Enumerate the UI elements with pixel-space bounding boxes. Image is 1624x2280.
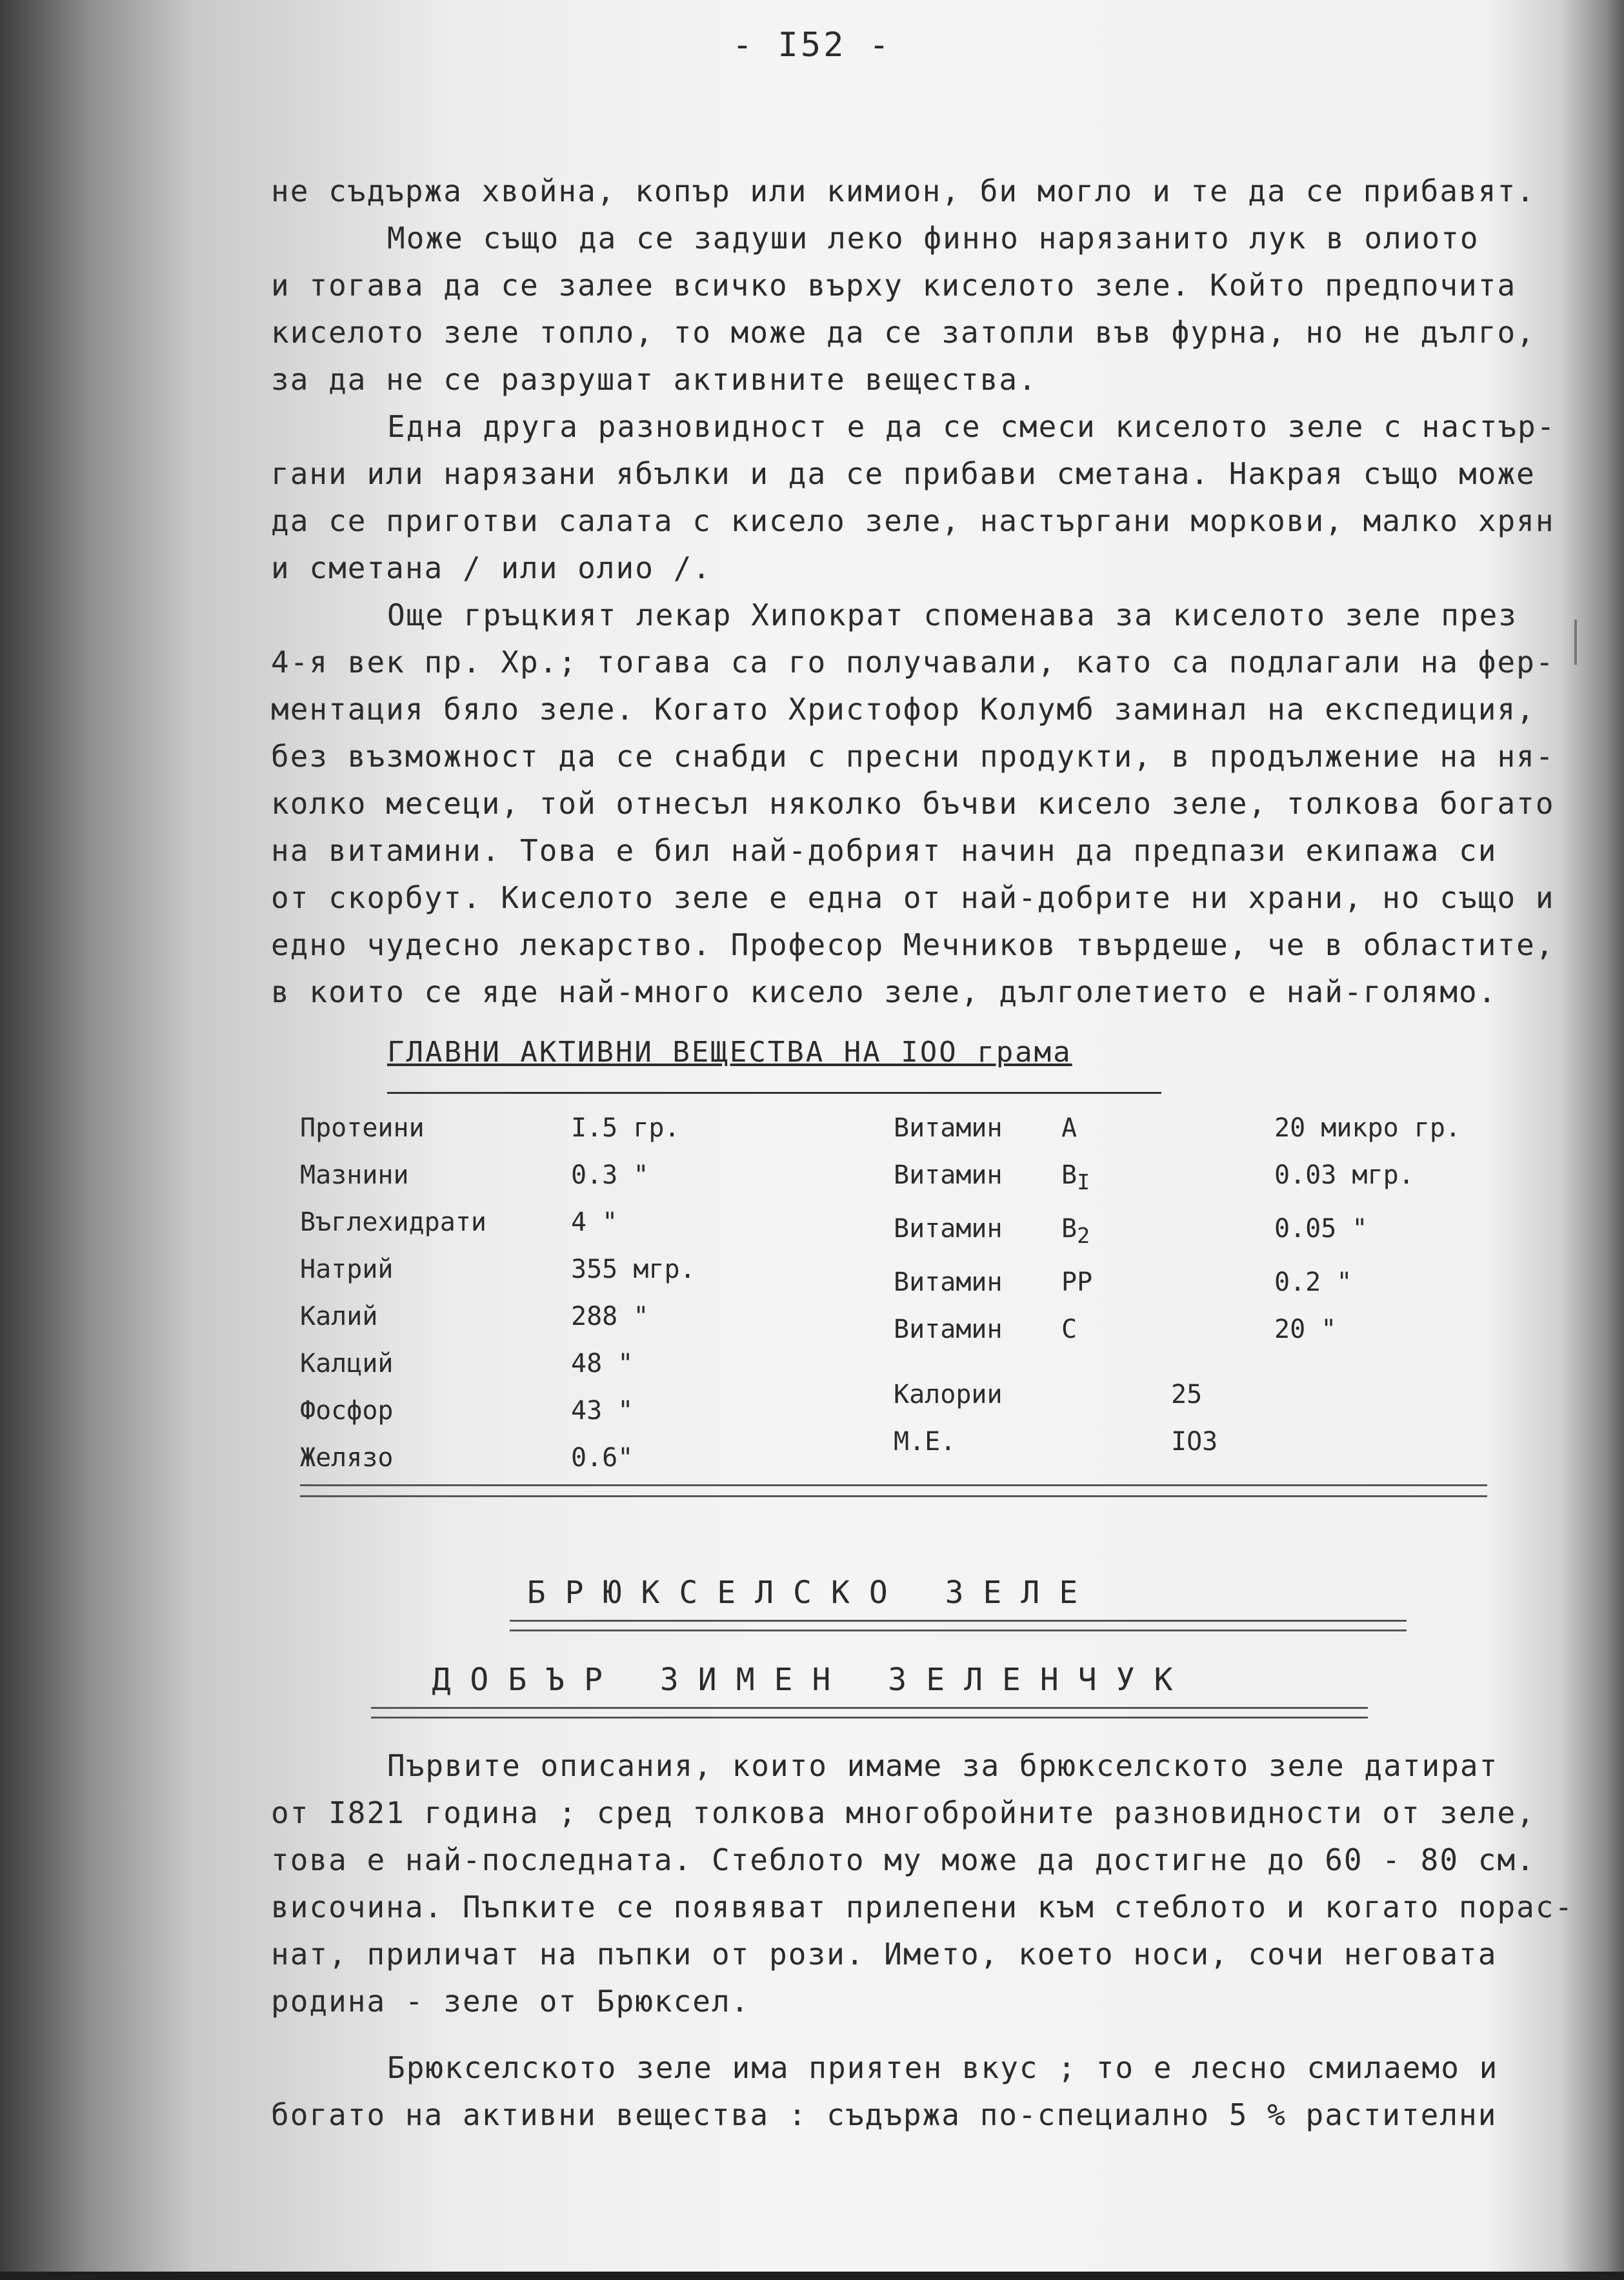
facing-page-bleed <box>0 129 194 2194</box>
vitamin-name: Витамин <box>894 1160 1003 1190</box>
energy-value: IO3 <box>1171 1427 1218 1457</box>
table-row <box>894 1152 1597 1206</box>
text-line: ментация бяло зеле. Когато Христофор Колумб заминал на експедиция, <box>271 692 1536 727</box>
table-row <box>894 1105 1597 1152</box>
text-line: Брюкселското зеле има приятен вкус ; то е лесно смилаемо и <box>387 2050 1499 2085</box>
text-line: да се приготви салата с кисело зеле, настъргани моркови, малко хрян <box>271 503 1555 538</box>
energy-table <box>894 1371 1300 1466</box>
nutrient-value: 355 мгр. <box>571 1255 696 1284</box>
vitamin-letter-main: B <box>1061 1214 1078 1244</box>
margin-mark <box>1574 620 1577 665</box>
vitamin-letter: C <box>1061 1315 1078 1344</box>
vitamin-letter <box>1061 1152 1178 1206</box>
table-row <box>894 1418 1300 1466</box>
section-subtitle-rule <box>371 1707 1368 1719</box>
table-row <box>894 1259 1597 1306</box>
text-line: без възможност да се снабди с пресни продукти, в продължение на ня- <box>271 739 1555 774</box>
text-line: от I821 година ; сред толкова многобройните разновидности от зеле, <box>271 1795 1536 1830</box>
vitamin-name: Витамин <box>894 1315 1003 1344</box>
vitamin-subscript: 2 <box>1077 1223 1090 1248</box>
section-title: БРЮКСЕЛСКО ЗЕЛЕ <box>526 1575 1098 1611</box>
vitamin-value: 20 " <box>1274 1315 1337 1344</box>
vitamin-value: 0.03 мгр. <box>1274 1160 1414 1190</box>
vitamin-value: 0.05 " <box>1274 1214 1368 1244</box>
table-row <box>300 1435 765 1482</box>
table-title-rule <box>387 1092 1161 1094</box>
text-line: не съдържа хвойна, копър или кимион, би могло и те да се прибавят. <box>271 174 1536 208</box>
nutrient-value: 0.3 " <box>571 1160 649 1190</box>
nutrient-value: 4 " <box>571 1207 618 1237</box>
table-row <box>894 1206 1597 1259</box>
text-line: от скорбут. Киселото зеле е една от най-добрите ни храни, но също и <box>271 880 1555 915</box>
nutrient-value: 288 " <box>571 1302 649 1331</box>
vitamin-letter-main: B <box>1061 1160 1078 1190</box>
text-line: богато на активни вещества : съдържа по-специално 5 % растителни <box>271 2097 1498 2132</box>
nutrient-name: Въглехидрати <box>300 1207 486 1237</box>
text-line: Още гръцкият лекар Хипократ споменава за киселото зеле през <box>387 598 1518 632</box>
text-line: гани или нарязани ябълки и да се прибави сметана. Накрая също може <box>271 456 1536 491</box>
nutrient-name: Фосфор <box>300 1396 394 1426</box>
nutrient-name: Калий <box>300 1302 378 1331</box>
table-row <box>300 1199 765 1246</box>
table-row <box>300 1152 765 1199</box>
text-line: киселото зеле топло, то може да се затопли във фурна, но не дълго, <box>271 315 1536 350</box>
vitamin-letter: A <box>1061 1113 1078 1143</box>
nutrients-table <box>300 1105 765 1482</box>
nutrient-name: Мазнини <box>300 1160 409 1190</box>
text-line: височина. Пъпките се появяват прилепени към стеблото и когато порас- <box>271 1890 1574 1924</box>
nutrient-name: Калций <box>300 1349 394 1378</box>
table-title: ГЛАВНИ АКТИВНИ ВЕЩЕСТВА НА IOO грама <box>387 1036 1072 1069</box>
table-row <box>300 1246 765 1293</box>
text-line: едно чудесно лекарство. Професор Мечников твърдеше, че в областите, <box>271 927 1555 962</box>
section-subtitle: ДОБЪР ЗИМЕН ЗЕЛЕНЧУК <box>432 1662 1192 1698</box>
text-line: 4-я век пр. Хр.; тогава са го получавали, като са подлагали на фер- <box>271 645 1555 680</box>
vitamin-value: 20 микро гр. <box>1274 1113 1461 1143</box>
vitamin-letter: PP <box>1061 1267 1093 1297</box>
table-row <box>300 1340 765 1387</box>
table-row <box>300 1387 765 1435</box>
table-row <box>894 1371 1300 1418</box>
text-line: Може също да се задуши леко финно нарязанито лук в олиото <box>387 221 1479 256</box>
text-line: това е най-последната. Стеблото му може да достигне до 60 - 80 см. <box>271 1842 1536 1877</box>
scan-bottom-edge <box>0 2272 1624 2280</box>
nutrient-name: Желязо <box>300 1443 394 1473</box>
text-line: Една друга разновидност е да се смеси киселото зеле с настър- <box>387 409 1556 444</box>
nutrient-name: Натрий <box>300 1255 394 1284</box>
body-text-top <box>271 168 1556 1016</box>
double-rule-divider <box>300 1484 1487 1497</box>
table-row <box>894 1306 1597 1353</box>
nutrient-value: 48 " <box>571 1349 634 1378</box>
nutrient-value: 43 " <box>571 1396 634 1426</box>
text-line: и тогава да се залее всичко върху киселото зеле. Който предпочита <box>271 268 1517 303</box>
text-line: Първите описания, които имаме за брюкселското зеле датират <box>387 1748 1499 1783</box>
text-line: на витамини. Това е бил най-добрият начин да предпази екипажа си <box>271 833 1498 868</box>
table-row <box>300 1105 765 1152</box>
table-row <box>300 1293 765 1340</box>
nutrient-value: I.5 гр. <box>571 1113 680 1143</box>
energy-name: Калории <box>894 1380 1003 1409</box>
nutrient-value: 0.6" <box>571 1443 634 1473</box>
vitamin-name: Витамин <box>894 1267 1003 1297</box>
text-line: родина - зеле от Брюксел. <box>271 1984 750 2019</box>
vitamins-table <box>894 1105 1597 1353</box>
text-line: и сметана / или олио /. <box>271 550 712 585</box>
text-line: в които се яде най-много кисело зеле, дълголетието е най-голямо. <box>271 974 1498 1009</box>
nutrient-name: Протеини <box>300 1113 425 1143</box>
vitamin-name: Витамин <box>894 1113 1003 1143</box>
vitamin-letter <box>1061 1206 1178 1259</box>
text-line: колко месеци, той отнесъл няколко бъчви кисело зеле, толкова богато <box>271 786 1555 821</box>
vitamin-name: Витамин <box>894 1214 1003 1244</box>
page-number: - I52 - <box>732 26 892 65</box>
energy-value: 25 <box>1171 1380 1203 1409</box>
section-title-rule <box>510 1620 1407 1631</box>
energy-name: М.Е. <box>894 1427 956 1457</box>
text-line: нат, приличат на пъпки от рози. Името, което носи, сочи неговата <box>271 1937 1498 1972</box>
text-line: за да не се разрушат активните вещества. <box>271 362 1038 397</box>
vitamin-subscript: I <box>1077 1169 1090 1195</box>
vitamin-value: 0.2 " <box>1274 1267 1352 1297</box>
body-text-bottom <box>271 1742 1574 2139</box>
